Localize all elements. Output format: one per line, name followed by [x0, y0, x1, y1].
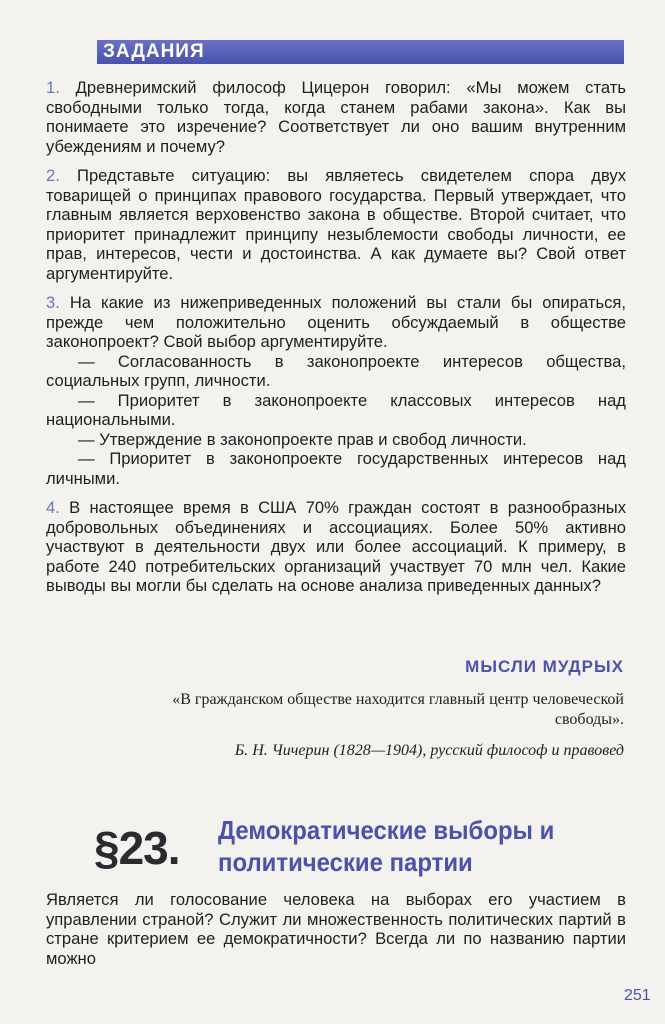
- task-number: 2.: [46, 166, 60, 185]
- task-option: — Утверждение в законопроекте прав и свобод личности.: [78, 429, 527, 449]
- task-number: 4.: [46, 498, 60, 517]
- task-number: 1.: [46, 78, 60, 97]
- task-text: [46, 293, 626, 352]
- task-item: [46, 498, 626, 596]
- page-number: 251: [624, 987, 651, 1004]
- paragraph-intro: Является ли голосование человека на выборах его участием в управлении страной? Служит ли множественность политических партий в стране критерием ее демократичности? Всегда ли по названию партии можно: [46, 890, 626, 968]
- task-body: Представьте ситуацию: вы являетесь свидетелем спора двух товарищей о принципах правового государства. Первый утверждает, что главным является верховенство закона в обществе. Второй считает, что приоритет принадлежит принципу незыблемости свободы личности, ее прав, интересов, чести и достоинства. А как думаете вы? Свой ответ аргументируйте.: [46, 166, 626, 283]
- task-option: — Приоритет в законопроекте государственных интересов над личными.: [46, 449, 626, 488]
- wisdom-quote: «В гражданском обществе находится главный центр человеческой свободы».: [172, 691, 624, 728]
- wisdom-heading: МЫСЛИ МУДРЫХ: [465, 657, 624, 676]
- task-option: — Приоритет в законопроекте классовых интересов над национальными.: [46, 390, 626, 429]
- task-item: [46, 293, 626, 488]
- section-header-bar: [97, 40, 624, 64]
- section-header-title: ЗАДАНИЯ: [103, 41, 205, 62]
- task-text: [46, 166, 626, 283]
- paragraph-number: §23.: [94, 822, 180, 874]
- tasks-list: [46, 78, 626, 606]
- task-body: В настоящее время в США 70% граждан состоят в разнообразных добровольных объединениях и ассоциациях. Более 50% активно участвуют в деятельности двух или более ассоциаций. К примеру, в работе 240 потребительских организаций участвует 70 млн чел. Какие выводы вы могли бы сделать на основе анализа приведенных данных?: [46, 498, 626, 595]
- task-number: 3.: [46, 293, 60, 312]
- task-text: [46, 498, 626, 596]
- task-body: На какие из нижеприведенных положений вы стали бы опираться, прежде чем положительно оценить обсуждаемый в обществе законопроект? Свой выбор аргументируйте.: [46, 293, 626, 351]
- wisdom-author: Б. Н. Чичерин (1828—1904), русский философ и правовед: [234, 742, 624, 759]
- task-item: [46, 166, 626, 283]
- paragraph-title: Демократические выборы и политические партии: [218, 815, 555, 877]
- task-item: [46, 78, 626, 156]
- task-body: Древнеримский философ Цицерон говорил: «Мы можем стать свободными только тогда, когда станем рабами закона». Как вы понимаете это изречение? Соответствует ли оно вашим внутренним убеждениям и почему?: [46, 78, 626, 156]
- task-option: — Согласованность в законопроекте интересов общества, социальных групп, личности.: [46, 351, 626, 390]
- task-text: [46, 78, 626, 156]
